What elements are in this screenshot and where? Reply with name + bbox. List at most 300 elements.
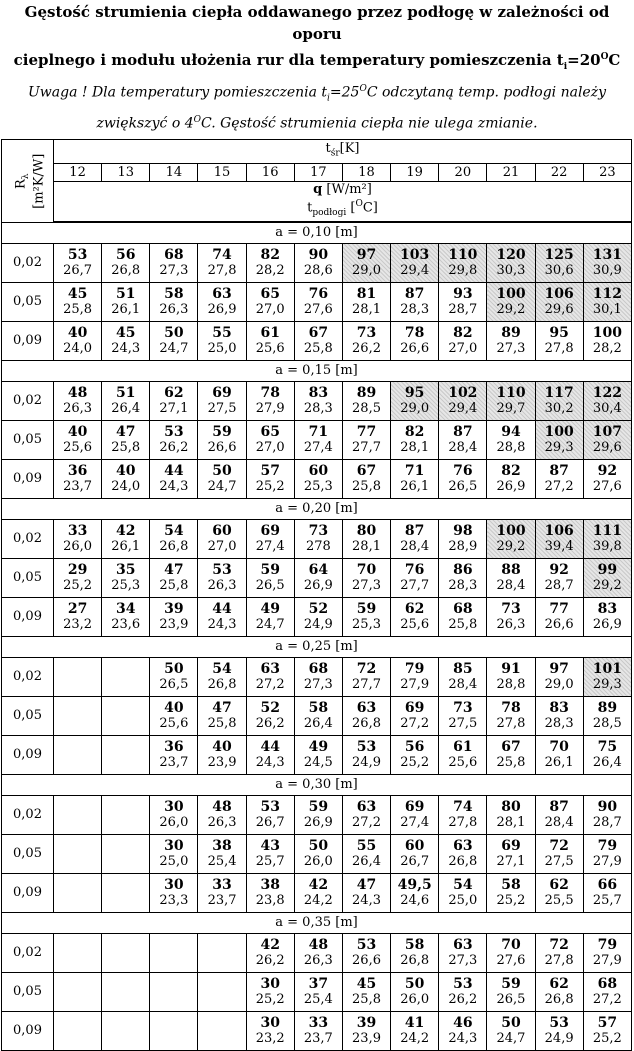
- floor-temp-value: 30,6: [544, 262, 574, 278]
- resistance-value: 0,02: [2, 243, 54, 282]
- floor-temp-value: 29,3: [592, 676, 622, 692]
- table-cell: [342, 972, 390, 1011]
- floor-temp-value: 27,3: [303, 676, 333, 692]
- table-cell: [198, 558, 246, 597]
- table-cell: [583, 519, 631, 558]
- heat-flux-value: 53: [453, 975, 473, 992]
- floor-temp-value: 28,1: [352, 538, 381, 554]
- table-row: [2, 282, 632, 321]
- floor-temp-value: 30,3: [496, 262, 526, 278]
- heat-flux-value: 53: [549, 1014, 569, 1031]
- section-row: [2, 912, 632, 933]
- heat-flux-value: 63: [356, 798, 377, 815]
- table-cell: [198, 519, 246, 558]
- floor-temp-value: 26,4: [111, 400, 141, 416]
- floor-temp-value: 23,9: [207, 754, 237, 770]
- table-row: [2, 519, 632, 558]
- heat-flux-value: 53: [164, 423, 184, 440]
- floor-temp-value: 25,5: [544, 892, 574, 908]
- heat-flux-value: 49,5: [397, 876, 432, 893]
- floor-temp-value: 30,1: [592, 301, 622, 317]
- heat-flux-value: 78: [501, 699, 521, 716]
- temperature-header-cell: 19: [391, 163, 439, 181]
- table-cell: [391, 735, 439, 774]
- table-cell: [342, 243, 390, 282]
- table-cell: [150, 834, 198, 873]
- heat-flux-value: 58: [308, 699, 329, 716]
- heat-flux-value: 65: [260, 423, 280, 440]
- table-row: [2, 321, 632, 360]
- resistance-value: 0,09: [2, 597, 54, 636]
- table-row: [2, 735, 632, 774]
- table-cell: [391, 558, 439, 597]
- table-cell: [439, 933, 487, 972]
- resistance-value: 0,05: [2, 834, 54, 873]
- floor-temp-value: 26,0: [303, 853, 333, 869]
- floor-temp-value: 27,0: [255, 301, 285, 317]
- heat-flux-value: 51: [115, 285, 136, 302]
- floor-temp-value: 28,1: [400, 439, 430, 455]
- table-cell: [54, 933, 102, 972]
- floor-temp-value: 23,9: [159, 616, 189, 632]
- table-cell: [583, 420, 631, 459]
- heat-flux-value: 70: [501, 936, 521, 953]
- table-cell: [198, 243, 246, 282]
- heat-flux-value: 58: [404, 936, 425, 953]
- table-cell: [102, 795, 150, 834]
- floor-temp-value: 25,2: [63, 577, 93, 593]
- heat-flux-value: 71: [308, 423, 329, 440]
- heat-flux-value: 70: [356, 561, 377, 578]
- floor-temp-value: 25,3: [111, 577, 141, 593]
- heat-flux-value: 61: [260, 324, 280, 341]
- table-cell: [54, 381, 102, 420]
- floor-temp-value: 26,7: [255, 814, 285, 830]
- floor-temp-value: 27,5: [544, 853, 574, 869]
- section-label: a = 0,30 [m]: [2, 774, 632, 795]
- table-cell: [583, 696, 631, 735]
- floor-temp-value: 25,6: [400, 616, 430, 632]
- floor-temp-value: 26,5: [255, 577, 285, 593]
- table-cell: [391, 972, 439, 1011]
- table-cell: [487, 381, 535, 420]
- table-cell: [246, 519, 294, 558]
- table-cell: [150, 243, 198, 282]
- heat-flux-value: 51: [115, 384, 136, 401]
- heat-flux-value: 45: [67, 285, 88, 302]
- heat-flux-value: 59: [501, 975, 521, 992]
- floor-temp-value: 26,5: [496, 991, 526, 1007]
- floor-temp-value: 27,5: [448, 715, 478, 731]
- table-cell: [294, 972, 342, 1011]
- resistance-value: 0,02: [2, 933, 54, 972]
- section-row: [2, 222, 632, 243]
- table-cell: [246, 381, 294, 420]
- heat-flux-value: 101: [592, 660, 622, 677]
- table-cell: [150, 519, 198, 558]
- table-cell: [294, 834, 342, 873]
- floor-temp-value: 27,3: [448, 952, 478, 968]
- heat-flux-value: 90: [597, 798, 618, 815]
- heat-flux-value: 67: [308, 324, 329, 341]
- table-cell: [342, 459, 390, 498]
- table-row: [2, 1011, 632, 1050]
- resistance-value: 0,09: [2, 321, 54, 360]
- table-cell: [535, 795, 583, 834]
- floor-temp-value: 28,3: [303, 400, 333, 416]
- table-cell: [294, 558, 342, 597]
- heat-flux-value: 97: [549, 660, 569, 677]
- floor-temp-value: 28,8: [496, 676, 526, 692]
- floor-temp-value: 25,2: [255, 991, 285, 1007]
- table-cell: [391, 834, 439, 873]
- table-cell: [294, 1011, 342, 1050]
- floor-temp-value: 25,7: [255, 853, 285, 869]
- table-cell: [54, 873, 102, 912]
- heat-flux-value: 63: [453, 936, 473, 953]
- temperature-header-cell: 17: [294, 163, 342, 181]
- heat-flux-value: 85: [453, 660, 473, 677]
- heat-flux-value: 110: [496, 384, 526, 401]
- heat-flux-value: 100: [544, 423, 574, 440]
- table-cell: [535, 420, 583, 459]
- table-cell: [487, 321, 535, 360]
- table-cell: [54, 459, 102, 498]
- heat-flux-value: 62: [404, 600, 425, 617]
- floor-temp-value: 28,7: [544, 577, 574, 593]
- table-cell: [150, 873, 198, 912]
- floor-temp-value: 27,0: [255, 439, 285, 455]
- heat-flux-value: 69: [404, 798, 425, 815]
- heat-flux-value: 44: [260, 738, 280, 755]
- heat-flux-value: 30: [164, 837, 184, 854]
- heat-flux-value: 38: [260, 876, 280, 893]
- section-row: [2, 360, 632, 381]
- table-cell: [583, 243, 631, 282]
- floor-temp-value: 26,1: [111, 301, 141, 317]
- table-cell: [102, 243, 150, 282]
- heat-flux-value: 29: [67, 561, 88, 578]
- heat-flux-value: 48: [67, 384, 88, 401]
- table-cell: [150, 735, 198, 774]
- floor-temp-value: 25,0: [159, 853, 189, 869]
- table-cell: [342, 282, 390, 321]
- heat-flux-value: 45: [356, 975, 377, 992]
- heat-flux-value: 63: [453, 837, 473, 854]
- floor-temp-value: 26,9: [496, 478, 526, 494]
- heat-flux-value: 62: [164, 384, 184, 401]
- table-cell: [535, 282, 583, 321]
- floor-temp-value: 28,8: [496, 439, 526, 455]
- heat-flux-value: 46: [453, 1014, 473, 1031]
- temperature-header-row: [2, 163, 632, 181]
- table-row: [2, 834, 632, 873]
- floor-temp-value: 26,2: [159, 439, 189, 455]
- floor-temp-value: 39,8: [592, 538, 622, 554]
- table-cell: [439, 1011, 487, 1050]
- heat-flux-value: 40: [67, 423, 88, 440]
- table-cell: [150, 657, 198, 696]
- floor-temp-value: 26,4: [352, 853, 381, 869]
- floor-temp-value: 23,2: [255, 1030, 285, 1046]
- table-cell: [391, 519, 439, 558]
- heat-flux-value: 53: [356, 738, 377, 755]
- heat-flux-value: 52: [260, 699, 280, 716]
- floor-temp-value: 25,8: [496, 754, 526, 770]
- floor-temp-value: 26,3: [159, 301, 189, 317]
- floor-temp-value: 29,2: [496, 301, 526, 317]
- table-cell: [150, 558, 198, 597]
- heat-flux-value: 40: [115, 462, 136, 479]
- table-cell: [150, 420, 198, 459]
- heat-flux-value: 69: [501, 837, 521, 854]
- table-cell: [535, 696, 583, 735]
- title-line-2: cieplnego i modułu ułożenia rur dla temperatury pomieszczenia $t_i=20^OC$: [13, 51, 621, 72]
- heat-flux-value: 33: [308, 1014, 329, 1031]
- table-cell: [487, 282, 535, 321]
- table-cell: [102, 558, 150, 597]
- table-cell: [391, 420, 439, 459]
- table-cell: [391, 1011, 439, 1050]
- table-row: [2, 696, 632, 735]
- heat-flux-value: 102: [448, 384, 478, 401]
- table-cell: [294, 519, 342, 558]
- table-cell: [246, 282, 294, 321]
- temperature-header-cell: 21: [487, 163, 535, 181]
- floor-temp-value: 27,2: [544, 478, 574, 494]
- floor-temp-value: 26,3: [63, 400, 93, 416]
- table-cell: [102, 597, 150, 636]
- heat-flux-value: 72: [549, 837, 569, 854]
- heat-flux-value: 53: [260, 798, 280, 815]
- table-cell: [583, 558, 631, 597]
- table-cell: [487, 597, 535, 636]
- resistance-value: 0,02: [2, 381, 54, 420]
- table-cell: [54, 696, 102, 735]
- heat-flux-value: 68: [164, 246, 184, 263]
- floor-temp-value: 26,8: [400, 952, 430, 968]
- floor-temp-value: 27,3: [159, 262, 189, 278]
- heat-flux-value: 83: [308, 384, 329, 401]
- resistance-value: 0,09: [2, 459, 54, 498]
- title-line-1: Gęstość strumienia ciepła oddawanego przez podłogę w zależności od oporu: [24, 3, 610, 43]
- floor-temp-value: 24,3: [255, 754, 285, 770]
- floor-temp-value: 25,2: [255, 478, 285, 494]
- table-cell: [535, 735, 583, 774]
- heat-flux-value: 82: [260, 246, 280, 263]
- table-cell: [150, 381, 198, 420]
- heat-flux-value: 69: [404, 699, 425, 716]
- heat-flux-value: 73: [453, 699, 473, 716]
- heat-flux-value: 56: [404, 738, 425, 755]
- floor-temp-value: 25,4: [207, 853, 237, 869]
- floor-temp-value: 24,3: [111, 340, 141, 356]
- heat-flux-value: 100: [496, 285, 526, 302]
- table-cell: [150, 282, 198, 321]
- table-cell: [487, 972, 535, 1011]
- heat-flux-value: 73: [501, 600, 521, 617]
- floor-temp-value: 26,4: [303, 715, 333, 731]
- temperature-header-cell: 13: [102, 163, 150, 181]
- floor-temp-value: 26,9: [303, 577, 333, 593]
- resistance-value: 0,05: [2, 558, 54, 597]
- heat-flux-value: 90: [308, 246, 329, 263]
- heat-flux-value: 88: [501, 561, 521, 578]
- floor-temp-value: 23,8: [255, 892, 285, 908]
- heat-flux-value: 60: [212, 522, 232, 539]
- heat-flux-value: 50: [212, 462, 232, 479]
- heat-flux-value: 33: [67, 522, 88, 539]
- table-cell: [439, 321, 487, 360]
- table-cell: [391, 933, 439, 972]
- floor-temp-value: 24,7: [159, 340, 189, 356]
- floor-temp-value: 25,2: [592, 1030, 622, 1046]
- heat-flux-value: 55: [356, 837, 377, 854]
- temperature-header-cell: 14: [150, 163, 198, 181]
- heat-flux-value: 66: [597, 876, 618, 893]
- table-cell: [102, 873, 150, 912]
- table-row: [2, 597, 632, 636]
- floor-temp-value: 25,8: [303, 340, 333, 356]
- resistance-value: 0,09: [2, 735, 54, 774]
- table-cell: [102, 282, 150, 321]
- heat-flux-value: 75: [597, 738, 618, 755]
- floor-temp-value: 24,2: [303, 892, 333, 908]
- table-cell: [198, 1011, 246, 1050]
- floor-temp-value: 24,3: [448, 1030, 478, 1046]
- table-cell: [198, 933, 246, 972]
- floor-temp-value: 27,6: [303, 301, 333, 317]
- table-cell: [54, 834, 102, 873]
- table-cell: [246, 321, 294, 360]
- floor-temp-value: 26,8: [159, 538, 189, 554]
- floor-temp-value: 25,6: [63, 439, 93, 455]
- heat-flux-value: 50: [164, 324, 184, 341]
- heat-flux-value: 110: [448, 246, 478, 263]
- floor-temp-value: 23,7: [159, 754, 189, 770]
- floor-temp-value: 24,0: [63, 340, 93, 356]
- floor-temp-value: 28,1: [352, 301, 381, 317]
- floor-temp-value: 24,7: [496, 1030, 526, 1046]
- table-cell: [391, 282, 439, 321]
- table-cell: [246, 459, 294, 498]
- table-cell: [583, 834, 631, 873]
- table-cell: [342, 795, 390, 834]
- heat-flux-value: 53: [356, 936, 377, 953]
- table-cell: [439, 972, 487, 1011]
- floor-temp-value: 26,2: [255, 952, 285, 968]
- table-cell: [102, 420, 150, 459]
- table-cell: [150, 1011, 198, 1050]
- floor-temp-value: 27,7: [352, 676, 381, 692]
- floor-temp-value: 27,2: [255, 676, 285, 692]
- note-line-1: Uwaga ! Dla temperatury pomieszczenia $t_i=25^OC$ odczytaną temp. podłogi należy: [27, 84, 606, 104]
- table-cell: [102, 735, 150, 774]
- table-cell: [342, 381, 390, 420]
- floor-temp-value: 26,7: [400, 853, 430, 869]
- floor-temp-value: 24,3: [352, 892, 381, 908]
- table-cell: [150, 795, 198, 834]
- table-cell: [54, 519, 102, 558]
- heat-flux-value: 87: [404, 522, 425, 539]
- table-cell: [102, 1011, 150, 1050]
- table-cell: [535, 834, 583, 873]
- floor-temp-value: 26,5: [448, 478, 478, 494]
- table-cell: [294, 243, 342, 282]
- heat-flux-value: 58: [164, 285, 184, 302]
- floor-temp-value: 27,7: [400, 577, 430, 593]
- table-cell: [487, 696, 535, 735]
- table-row: [2, 558, 632, 597]
- table-cell: [439, 597, 487, 636]
- note-line-2: zwiększyć o $4^OC$. Gęstość strumienia ciepła nie ulega zmianie.: [96, 115, 538, 133]
- table-cell: [342, 696, 390, 735]
- floor-temp-value: 27,0: [448, 340, 478, 356]
- heat-flux-value: 77: [356, 423, 377, 440]
- table-cell: [198, 597, 246, 636]
- floor-temp-value: 28,4: [496, 577, 526, 593]
- floor-temp-value: 28,7: [592, 814, 622, 830]
- table-cell: [54, 420, 102, 459]
- floor-temp-value: 25,2: [400, 754, 430, 770]
- table-cell: [294, 597, 342, 636]
- floor-temp-value: 25,4: [303, 991, 333, 1007]
- table-cell: [439, 795, 487, 834]
- heat-flux-value: 48: [308, 936, 329, 953]
- floor-temp-value: 27,3: [496, 340, 526, 356]
- heat-flux-value: 52: [308, 600, 329, 617]
- table-cell: [198, 972, 246, 1011]
- table-cell: [102, 933, 150, 972]
- heat-flux-value: 65: [260, 285, 280, 302]
- resistance-value: 0,05: [2, 420, 54, 459]
- heat-flux-value: 35: [115, 561, 136, 578]
- temperature-header-cell: 15: [198, 163, 246, 181]
- floor-temp-value: 26,6: [544, 616, 574, 632]
- floor-temp-value: 26,5: [159, 676, 189, 692]
- heat-flux-value: 76: [308, 285, 329, 302]
- floor-temp-value: 27,0: [207, 538, 237, 554]
- heat-flux-value: 55: [212, 324, 232, 341]
- floor-temp-value: 27,6: [592, 478, 622, 494]
- floor-temp-value: 26,1: [544, 754, 574, 770]
- heat-flux-value: 106: [544, 522, 574, 539]
- floor-temp-value: 30,2: [544, 400, 574, 416]
- table-cell: [583, 873, 631, 912]
- table-cell: [342, 933, 390, 972]
- heat-flux-value: 34: [115, 600, 136, 617]
- table-cell: [439, 420, 487, 459]
- heat-flux-value: 33: [212, 876, 232, 893]
- heat-flux-value: 89: [356, 384, 377, 401]
- heat-flux-value: 71: [404, 462, 425, 479]
- table-cell: [54, 243, 102, 282]
- table-cell: [535, 519, 583, 558]
- floor-temp-value: 26,0: [159, 814, 189, 830]
- floor-temp-value: 29,7: [496, 400, 526, 416]
- heat-flux-value: 82: [404, 423, 425, 440]
- floor-temp-value: 28,1: [496, 814, 526, 830]
- table-cell: [342, 519, 390, 558]
- floor-temp-value: 27,7: [352, 439, 381, 455]
- table-cell: [391, 873, 439, 912]
- floor-temp-value: 25,8: [63, 301, 93, 317]
- floor-temp-value: 27,8: [544, 952, 574, 968]
- floor-temp-value: 24,3: [207, 616, 237, 632]
- heat-flux-value: 40: [67, 324, 88, 341]
- floor-temp-value: 25,0: [448, 892, 478, 908]
- table-cell: [246, 834, 294, 873]
